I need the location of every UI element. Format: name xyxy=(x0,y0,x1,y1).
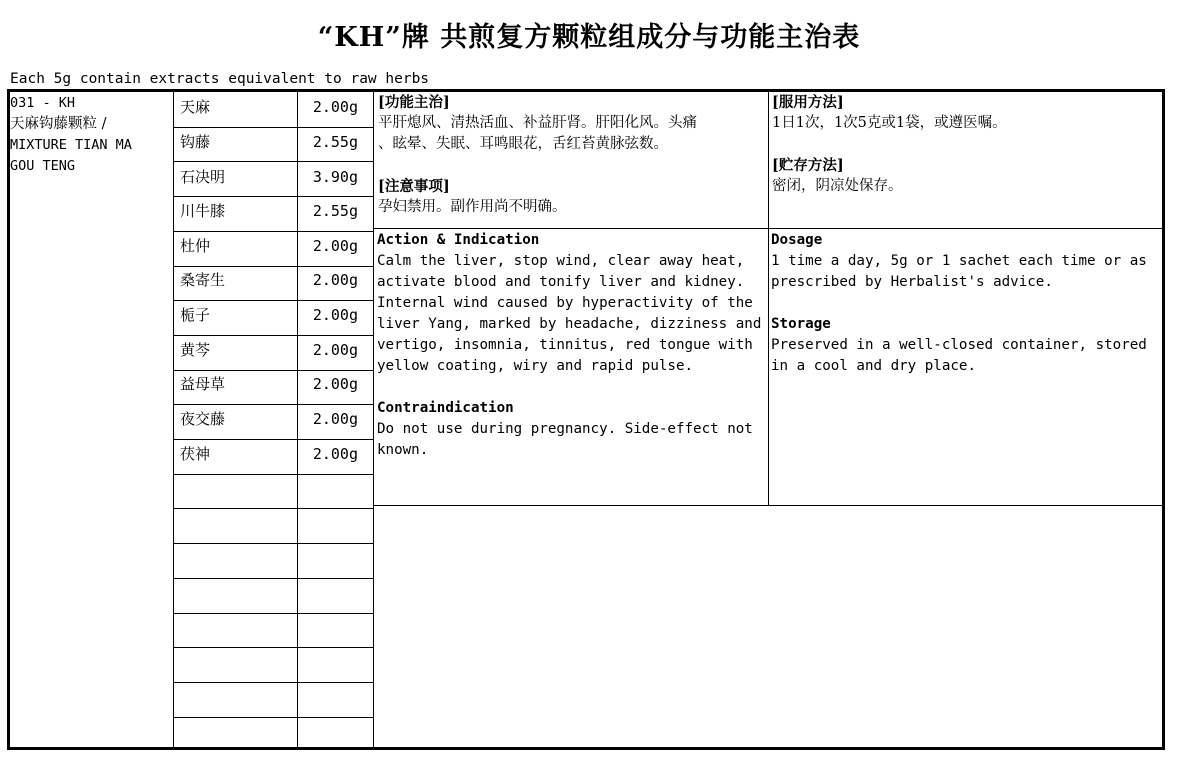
herb-dose: 2.55g xyxy=(312,202,358,220)
herb-row-divider xyxy=(174,613,373,614)
extract-note: Each 5g contain extracts equivalent to raw herbs xyxy=(10,71,430,87)
herb-dose: 2.00g xyxy=(312,98,358,116)
cn-usage-text: 1日1次，1次5克或1袋，或遵医嘱。 xyxy=(772,115,1007,131)
col-divider-info xyxy=(768,92,769,505)
cn-storage-text: 密闭，阴凉处保存。 xyxy=(772,178,903,194)
herb-row-divider xyxy=(174,508,373,509)
cn-function-heading: [功能主治] xyxy=(378,94,450,111)
herb-row-divider xyxy=(174,717,373,718)
herb-dose: 2.00g xyxy=(312,306,358,324)
cn-function-line: 、眩晕、失眠、耳鸣眼花，舌红苔黄脉弦数。 xyxy=(378,136,668,152)
en-dosage-line: 1 time a day, 5g or 1 sachet each time or as xyxy=(771,253,1147,269)
en-action-heading: Action & Indication xyxy=(377,232,540,248)
herb-name: 石决明 xyxy=(180,168,226,186)
herb-row-divider xyxy=(174,682,373,683)
herb-row-divider xyxy=(174,543,373,544)
product-name-en-line1: MIXTURE TIAN MA xyxy=(10,137,132,153)
herb-name: 夜交藤 xyxy=(180,410,226,428)
cn-usage-heading: [服用方法] xyxy=(772,94,844,111)
en-contra-line: Do not use during pregnancy. Side-effect not xyxy=(377,421,753,437)
herb-name: 茯神 xyxy=(180,445,211,463)
herb-dose: 2.55g xyxy=(312,133,358,151)
herb-name: 杜仲 xyxy=(180,237,211,255)
herb-name: 川牛膝 xyxy=(180,202,226,220)
col-divider-code xyxy=(173,92,174,747)
en-action-line: Internal wind caused by hyperactivity of the xyxy=(377,295,753,311)
en-action-cell xyxy=(377,230,767,461)
herb-dose: 2.00g xyxy=(312,271,358,289)
cn-usage-cell xyxy=(772,92,1160,197)
row-divider-cn-en xyxy=(374,228,1162,229)
herb-dose: 2.00g xyxy=(312,375,358,393)
en-action-line: vertigo, insomnia, tinnitus, red tongue with xyxy=(377,337,753,353)
cn-caution-heading: [注意事项] xyxy=(378,178,450,195)
herb-name: 天麻 xyxy=(180,98,211,116)
en-action-line: liver Yang, marked by headache, dizziness and xyxy=(377,316,762,332)
herb-dose: 2.00g xyxy=(312,237,358,255)
herb-dose: 2.00g xyxy=(312,410,358,428)
herb-name: 钩藤 xyxy=(180,133,211,151)
herb-row-divider xyxy=(174,474,373,475)
herb-name: 栀子 xyxy=(180,306,211,324)
herb-dose: 3.90g xyxy=(312,168,358,186)
herb-row-divider xyxy=(174,578,373,579)
herb-name: 桑寄生 xyxy=(180,271,226,289)
col-divider-dose xyxy=(373,92,374,747)
herb-name: 益母草 xyxy=(180,375,226,393)
en-dosage-line: prescribed by Herbalist's advice. xyxy=(771,274,1053,290)
en-dosage-cell xyxy=(771,230,1161,377)
en-storage-line: Preserved in a well-closed container, stored xyxy=(771,337,1147,353)
herb-dose: 2.00g xyxy=(312,445,358,463)
en-dosage-heading: Dosage xyxy=(771,232,823,248)
en-storage-line: in a cool and dry place. xyxy=(771,358,976,374)
herb-name: 黄芩 xyxy=(180,341,211,359)
cn-function-line: 平肝熄风、清热活血、补益肝肾。肝阳化风。头痛 xyxy=(378,115,697,131)
en-contra-line: known. xyxy=(377,442,429,458)
herb-dose: 2.00g xyxy=(312,341,358,359)
en-contra-heading: Contraindication xyxy=(377,400,514,416)
product-name-cn: 天麻钩藤颗粒 / xyxy=(10,116,107,132)
en-action-line: Calm the liver, stop wind, clear away heat, xyxy=(377,253,745,269)
product-code-block xyxy=(10,93,170,177)
en-action-line: yellow coating, wiry and rapid pulse. xyxy=(377,358,694,374)
product-name-en-line2: GOU TENG xyxy=(10,158,76,174)
document-title: “KH”牌 共煎复方颗粒组成分与功能主治表 xyxy=(317,22,861,53)
product-code: 031 - KH xyxy=(10,95,76,111)
cn-function-cell xyxy=(378,92,766,218)
row-divider-info-end xyxy=(374,505,1162,506)
cn-caution-text: 孕妇禁用。副作用尚不明确。 xyxy=(378,199,567,215)
cn-storage-heading: [贮存方法] xyxy=(772,157,844,174)
en-storage-heading: Storage xyxy=(771,316,831,332)
en-action-line: activate blood and tonify liver and kidney. xyxy=(377,274,745,290)
herb-row-divider xyxy=(174,647,373,648)
